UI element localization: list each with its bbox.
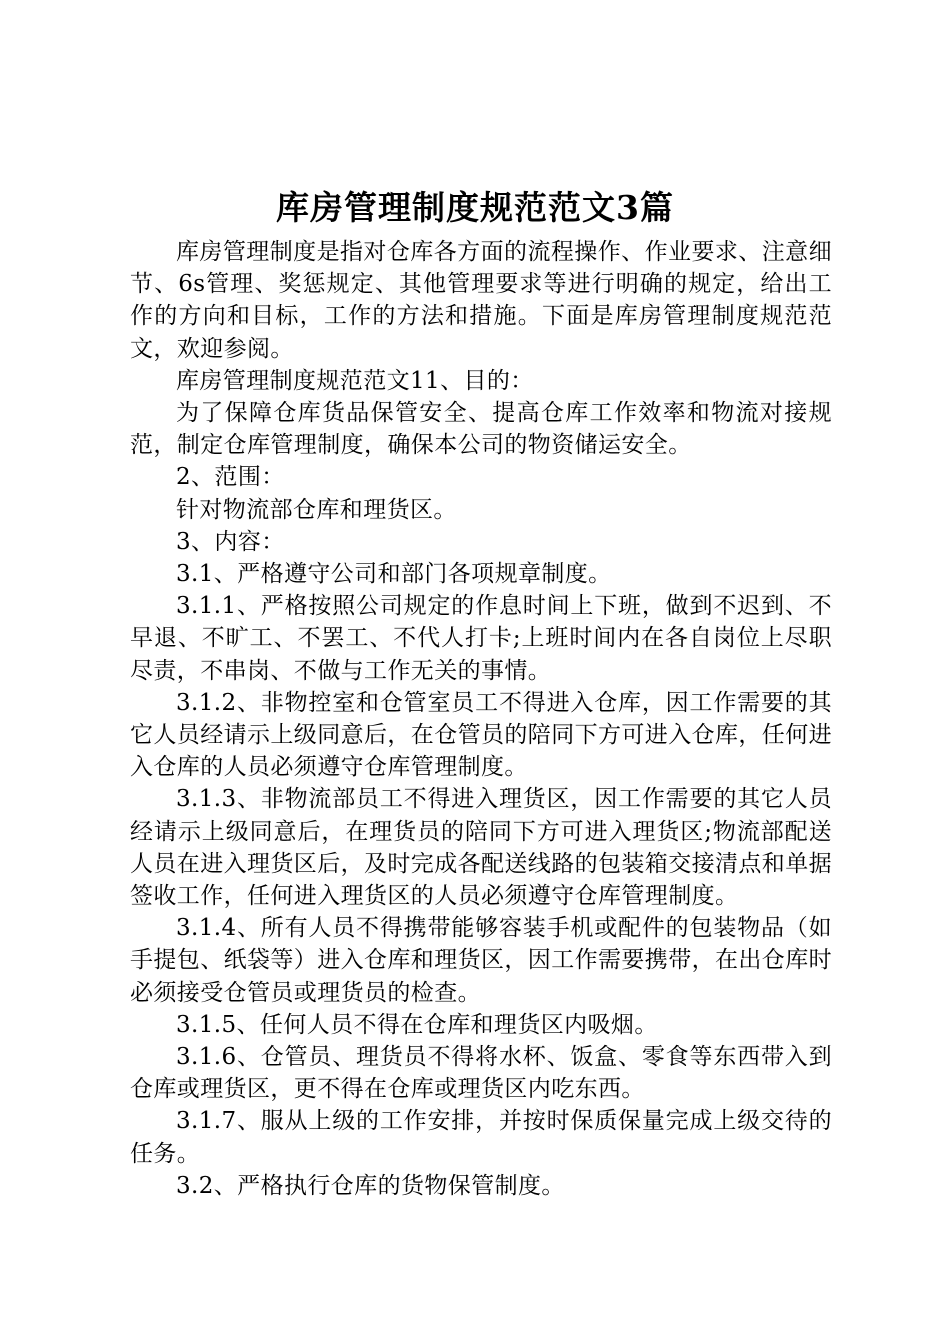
paragraph-intro: 库房管理制度是指对仓库各方面的流程操作、作业要求、注意细节、6s管理、奖惩规定、其他管理要求等进行明确的规定，给出工作的方向和目标，工作的方法和措施。下面是库房管理制度规范范文，欢迎参阅。	[130, 239, 832, 362]
paragraph-3-1-1: 3.1.1、严格按照公司规定的作息时间上下班，做到不迟到、不早退、不旷工、不罢工、不代人打卡;上班时间内在各自岗位上尽职尽责，不串岗、不做与工作无关的事情。	[130, 593, 832, 684]
paragraph-3-1-4: 3.1.4、所有人员不得携带能够容装手机或配件的包装物品（如手提包、纸袋等）进入仓库和理货区，因工作需要携带，在出仓库时必须接受仓管员或理货员的检查。	[130, 915, 832, 1006]
paragraph-3-1-2: 3.1.2、非物控室和仓管室员工不得进入仓库，因工作需要的其它人员经请示上级同意后，在仓管员的陪同下方可进入仓库，任何进入仓库的人员必须遵守仓库管理制度。	[130, 689, 832, 781]
paragraph-scope-text: 针对物流部仓库和理货区。	[176, 496, 457, 523]
document-title: 库房管理制度规范范文3篇	[276, 188, 674, 227]
paragraph-3-1-6: 3.1.6、仓管员、理货员不得将水杯、饭盒、零食等东西带入到仓库或理货区，更不得在仓库或理货区内吃东西。	[130, 1044, 832, 1103]
paragraph-3-2: 3.2、严格执行仓库的货物保管制度。	[176, 1172, 565, 1199]
paragraph-3-1-7: 3.1.7、服从上级的工作安排，并按时保质保量完成上级交待的任务。	[130, 1108, 832, 1167]
paragraph-purpose-text: 为了保障仓库货品保管安全、提高仓库工作效率和物流对接规范，制定仓库管理制度，确保本公司的物资储运安全。	[130, 400, 832, 459]
document-body	[130, 236, 832, 1202]
paragraph-3-1: 3.1、严格遵守公司和部门各项规章制度。	[176, 561, 612, 588]
paragraph-3-1-5: 3.1.5、任何人员不得在仓库和理货区内吸烟。	[176, 1011, 658, 1038]
paragraph-3-1-3: 3.1.3、非物流部员工不得进入理货区，因工作需要的其它人员经请示上级同意后，在理货员的陪同下方可进入理货区;物流部配送人员在进入理货区后，及时完成各配送线路的包装箱交接清点和单据签收工作，任何进入理货区的人员必须遵守仓库管理制度。	[130, 786, 832, 910]
paragraph-scope-heading: 2、范围：	[176, 464, 285, 491]
paragraph-sample-1-purpose: 库房管理制度规范范文11、目的：	[176, 367, 534, 394]
paragraph-content-heading: 3、内容：	[176, 528, 285, 555]
